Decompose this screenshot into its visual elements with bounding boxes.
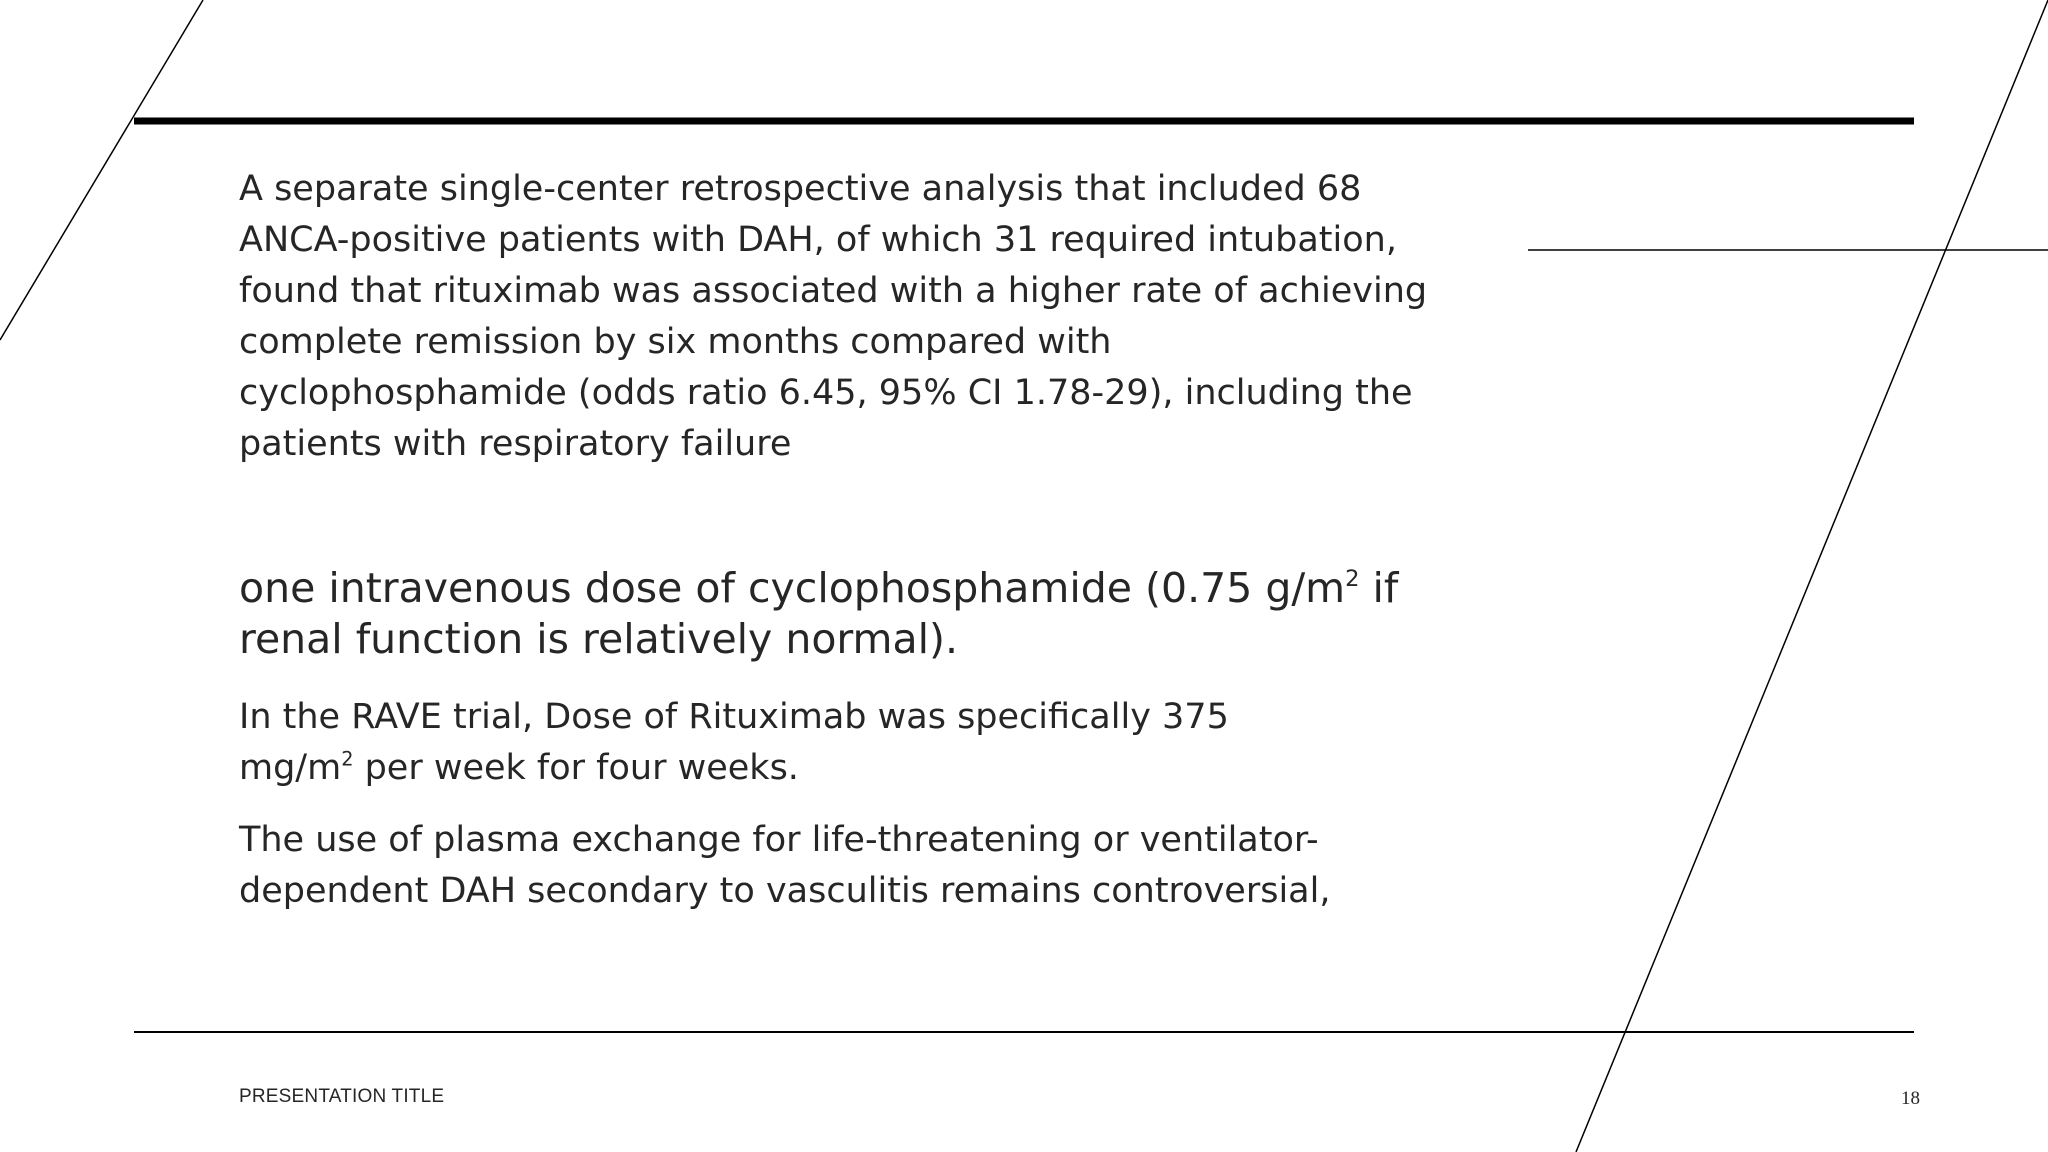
superscript-2: 2 xyxy=(1345,566,1360,593)
top-left-diagonal-line xyxy=(0,0,203,340)
paragraph-rituximab-analysis: A separate single-center retrospective analysis that included 68 ANCA-positive patients with DAH, of which 31 required intubation, found that rituximab was associated with a higher rate of achieving complete remission by six months compared with cyclophosphamide (odds ratio 6.45, 95% CI 1.78-29), including the patients with respiratory failure xyxy=(239,169,1428,464)
cyclophosphamide-dose-text-end: if renal function is relatively normal). xyxy=(239,564,1399,663)
paragraph-cyclophosphamide-dose xyxy=(239,563,1479,665)
page-number: 18 xyxy=(1901,1088,1920,1109)
rave-trial-text-end: per week for four weeks. xyxy=(353,748,799,788)
cyclophosphamide-dose-text: one intravenous dose of cyclophosphamide (0.75 g/m xyxy=(239,564,1346,612)
superscript-2: 2 xyxy=(341,747,354,771)
footer-presentation-title: PRESENTATION TITLE xyxy=(239,1086,445,1107)
rave-trial-text: In the RAVE trial, Dose of Rituximab was specifically 375 mg/m xyxy=(239,697,1229,788)
right-long-diagonal-line xyxy=(1576,0,2048,1152)
paragraph-plasma-exchange: The use of plasma exchange for life-threatening or ventilator-dependent DAH secondary to vasculitis remains controversial, xyxy=(239,820,1331,911)
paragraph-rave-trial xyxy=(239,692,1319,794)
